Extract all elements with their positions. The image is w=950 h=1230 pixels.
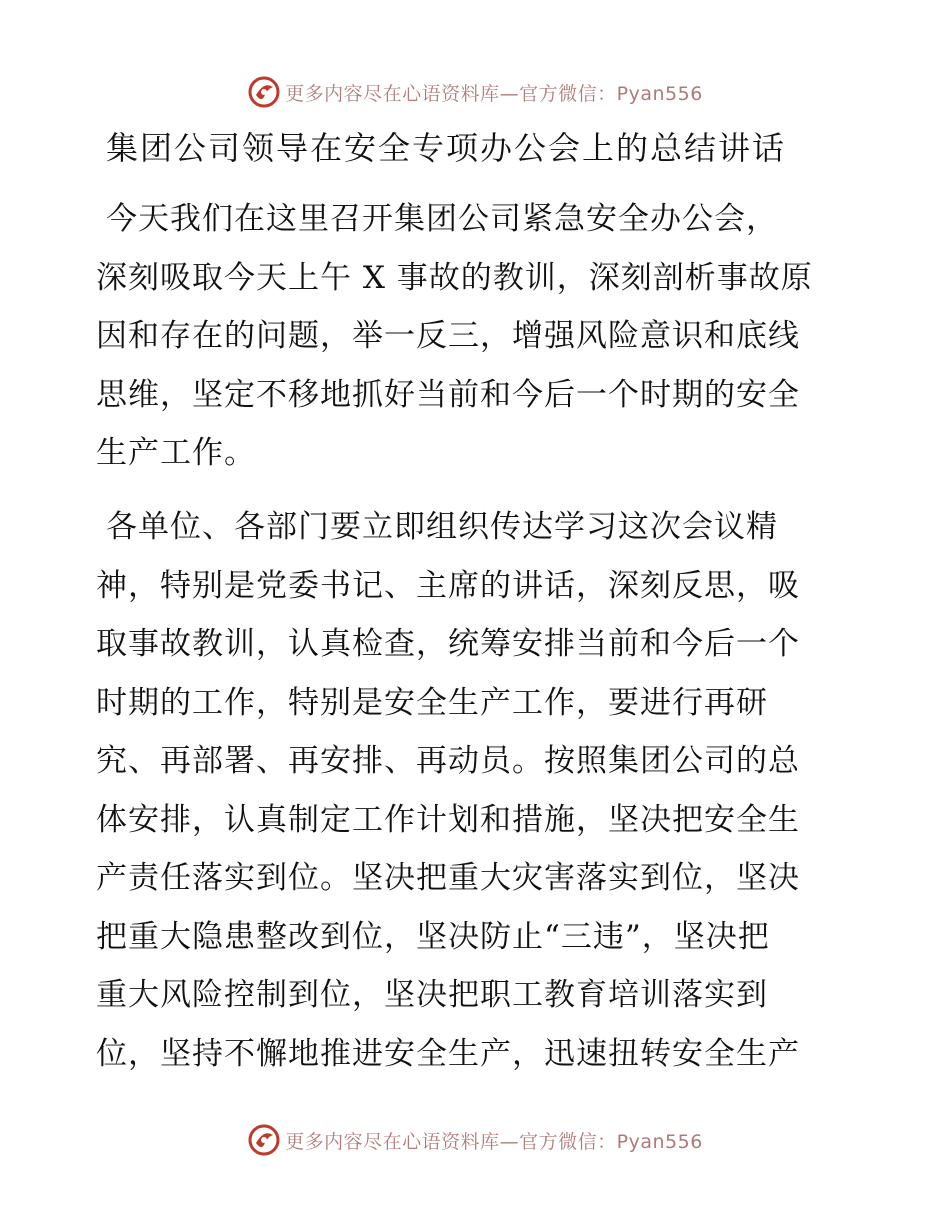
swirl-logo-icon [247,1123,281,1157]
footer-banner [0,1120,950,1160]
paragraph-line: 深刻吸取今天上午 X 事故的教训，深刻剖析事故原 [96,259,813,296]
paragraph-line: 生产工作。 [96,435,256,471]
header-banner-text: 更多内容尽在心语资料库—官方微信：Pyan556 [285,82,703,105]
paragraph-line: 今天我们在这里召开集团公司紧急安全办公会， [106,201,778,237]
paragraph-line: 时期的工作，特别是安全生产工作，要进行再研 [96,684,768,721]
paragraph-1 [96,190,866,483]
paragraph-line: 因和存在的问题，举一反三，增强风险意识和底线 [96,318,800,354]
paragraph-line: 把重大隐患整改到位，坚决防止“三违”，坚决把 [96,918,770,955]
header-banner [0,72,950,112]
swirl-logo-icon [247,75,281,109]
paragraph-line: 各单位、各部门要立即组织传达学习这次会议精 [106,509,778,545]
paragraph-line: 产责任落实到位。坚决把重大灾害落实到位，坚决 [96,860,800,896]
paragraph-line: 位，坚持不懈地推进安全生产，迅速扭转安全生产 [96,1035,800,1072]
paragraph-line: 重大风险控制到位，坚决把职工教育培训落实到 [96,977,768,1013]
paragraph-line: 取事故教训，认真检查，统筹安排当前和今后一个 [96,626,800,662]
paragraph-line: 思维，坚定不移地抓好当前和今后一个时期的安全 [96,376,800,413]
paragraph-line: 神，特别是党委书记、主席的讲话，深刻反思，吸 [96,567,800,604]
paragraph-line: 究、再部署、再安排、再动员。按照集团公司的总 [96,743,800,779]
paragraph-line: 体安排，认真制定工作计划和措施，坚决把安全生 [96,801,800,838]
footer-banner-text: 更多内容尽在心语资料库—官方微信：Pyan556 [285,1130,703,1153]
paragraph-2 [96,498,866,1083]
document-title: 集团公司领导在安全专项办公会上的总结讲话 [106,129,787,167]
